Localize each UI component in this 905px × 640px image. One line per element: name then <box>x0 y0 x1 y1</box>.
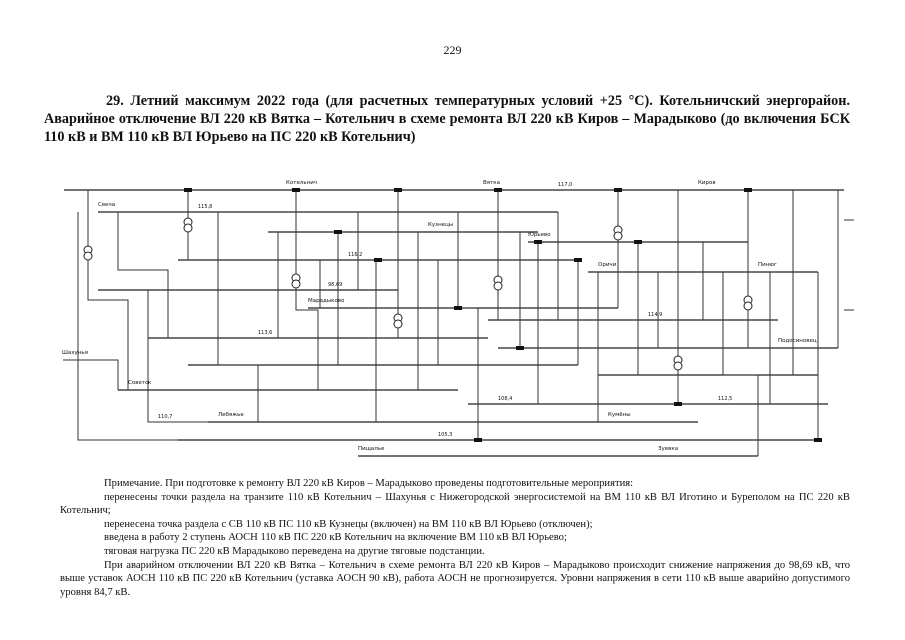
page-number: 229 <box>443 43 462 57</box>
label-kotelnich: Котельнич <box>286 180 318 186</box>
grid-scheme-svg <box>58 160 854 466</box>
label-kumeny: Кумёны <box>608 412 631 418</box>
label-kuznetsy: Кузнецы <box>428 222 454 228</box>
section-heading: 29. Летний максимум 2022 года (для расчетных температурных условий +25 °C). Котельничский энергорайон. Аварийное отключение ВЛ 220 кВ Вятка – Котельнич в схеме ремонта ВЛ 220 кВ Киров – Марадыково (до включения БСК 110 кВ и ВМ 110 кВ ВЛ Юрьево на ПС 220 кВ Котельнич) <box>44 93 850 145</box>
value-v5: 113,6 <box>258 330 273 336</box>
value-v7: 98,69 <box>328 282 343 288</box>
note-item-4: тяговая нагрузка ПС 220 кВ Марадыково переведена на другие тяговые подстанции. <box>104 545 485 557</box>
label-yurevo: Юрьево <box>528 232 551 238</box>
note-intro: Примечание. При подготовке к ремонту ВЛ 220 кВ Киров – Марадыково проведены подготовительные мероприятия: <box>104 478 634 489</box>
value-v3: 117,0 <box>558 182 573 188</box>
value-v4: 114,9 <box>648 312 663 318</box>
notes-block <box>60 477 850 599</box>
value-v10: 105,3 <box>438 432 453 438</box>
note-item-1: перенесены точки раздела на транзите 110 кВ Котельнич – Шахунья с Нижегородской энергосистемой на ВМ 110 кВ ВЛ Иготино и Буреполом на ПС 220 кВ Котельнич; <box>60 491 850 517</box>
label-svecha: Свеча <box>98 202 116 208</box>
label-pinyug: Пинюг <box>758 262 777 268</box>
label-orichi: Оричи <box>598 262 617 268</box>
label-kirov: Киров <box>698 180 716 186</box>
label-vyatka: Вятка <box>483 180 500 186</box>
note-item-3: введена в работу 2 ступень АОСН 110 кВ ПС 220 кВ Котельнич на включение ВМ 110 кВ ВЛ Юрьево; <box>104 532 567 544</box>
value-v9: 110,7 <box>158 414 173 420</box>
label-lebyazhye: Лебяжье <box>218 412 244 418</box>
label-pishchalye: Пищалье <box>358 446 385 452</box>
diagram-labels <box>62 180 817 452</box>
label-shakhunya: Шахунья <box>62 350 88 356</box>
value-v8: 112,5 <box>718 396 733 402</box>
label-sovetsk: Советск <box>128 380 152 386</box>
power-grid-diagram <box>58 160 854 466</box>
label-podosinovets: Подосиновец <box>778 338 817 344</box>
label-zuevka: Зуевка <box>658 446 679 452</box>
note-item-2: перенесена точка раздела с СВ 110 кВ ПС 110 кВ Кузнецы (включен) на ВМ 110 кВ ВЛ Юрьево (отключен); <box>104 518 593 530</box>
value-v1: 115,8 <box>198 204 213 210</box>
main-busbars <box>64 190 844 456</box>
feeder-lines <box>63 190 854 456</box>
note-conclusion: При аварийном отключении ВЛ 220 кВ Вятка – Котельнич в схеме ремонта ВЛ 220 кВ Киров – Марадыково происходит снижение напряжения до 98,69 кВ, что выше уставок АОСН 110 кВ ПС 220 кВ Котельнич (уставка АОСН 90 кВ), работа АОСН не прогнозируется. Уровни напряжения в сети 110 кВ выше аварийно допустимого уровня 84,7 кВ. <box>60 559 850 598</box>
value-v6: 108,4 <box>498 396 513 402</box>
voltage-values <box>158 182 732 438</box>
value-v2: 116,2 <box>348 252 363 258</box>
label-maradykovo: Марадыково <box>308 298 345 304</box>
